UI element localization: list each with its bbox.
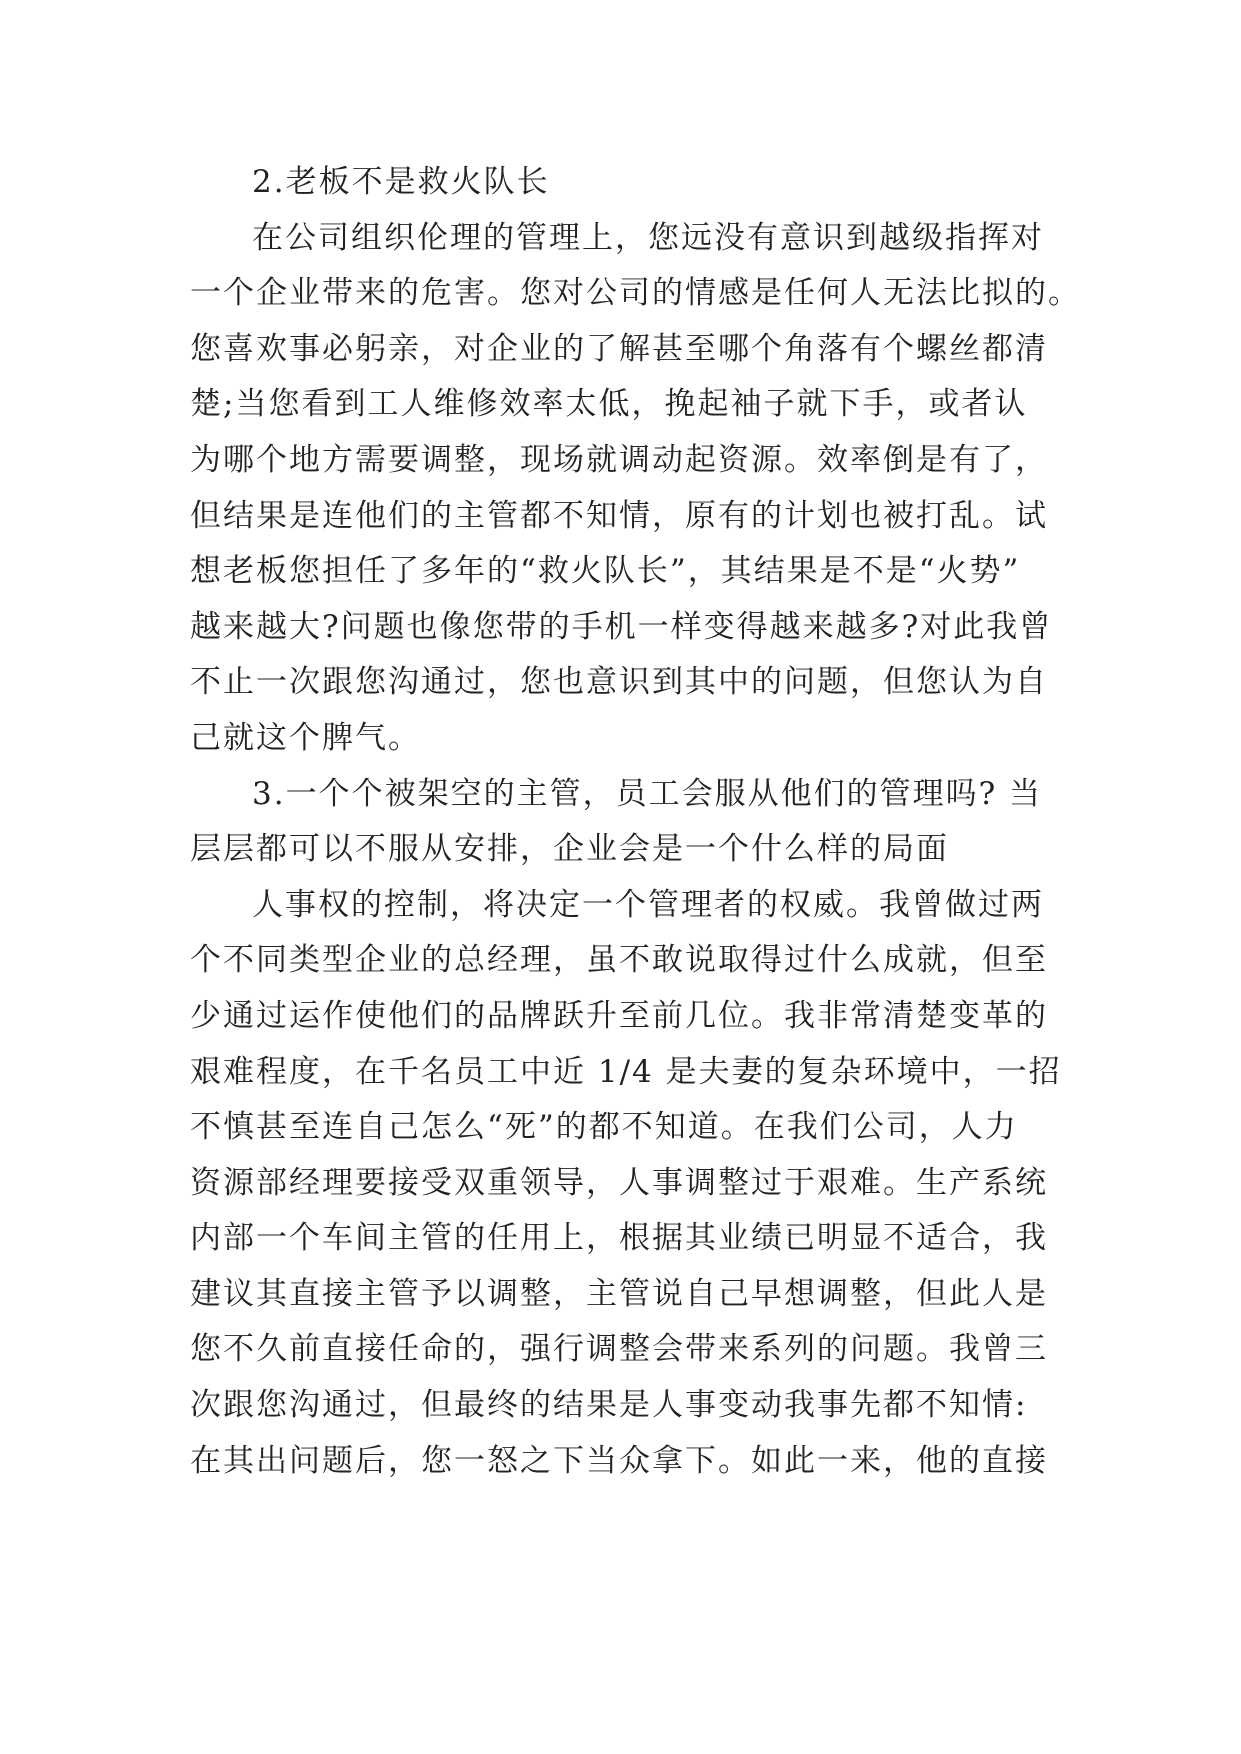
section-heading-2: 2.老板不是救火队长 — [252, 164, 550, 200]
paragraph-line: 己就这个脾气。 — [190, 719, 421, 756]
paragraph-line: 个不同类型企业的总经理，虽不敢说取得过什么成就，但至 — [190, 942, 1048, 979]
section-heading-3: 3.一个个被架空的主管，员工会服从他们的管理吗? 当 — [252, 775, 1043, 812]
paragraph-line: 在公司组织伦理的管理上，您远没有意识到越级指挥对 — [252, 219, 1044, 256]
paragraph-line: 次跟您沟通过，但最终的结果是人事变动我事先都不知情: — [190, 1387, 1028, 1424]
paragraph-line: 艰难程度，在千名员工中近 1/4 是夫妻的复杂环境中，一招 — [190, 1053, 1062, 1090]
paragraph-line: 一个企业带来的危害。您对公司的情感是任何人无法比拟的。 — [190, 275, 1081, 312]
paragraph-line: 但结果是连他们的主管都不知情，原有的计划也被打乱。试 — [190, 497, 1048, 534]
paragraph-line: 人事权的控制，将决定一个管理者的权威。我曾做过两 — [252, 886, 1044, 923]
paragraph-line: 您喜欢事必躬亲，对企业的了解甚至哪个角落有个螺丝都清 — [190, 330, 1048, 367]
paragraph-line: 内部一个车间主管的任用上，根据其业绩已明显不适合，我 — [190, 1220, 1048, 1257]
paragraph-line: 在其出问题后，您一怒之下当众拿下。如此一来，他的直接 — [190, 1442, 1048, 1479]
paragraph-line: 您不久前直接任命的，强行调整会带来系列的问题。我曾三 — [190, 1331, 1048, 1368]
paragraph-line: 楚;当您看到工人维修效率太低，挽起袖子就下手，或者认 — [190, 386, 1028, 423]
paragraph-line: 越来越大?问题也像您带的手机一样变得越来越多?对此我曾 — [190, 608, 1053, 645]
paragraph-line: 建议其直接主管予以调整，主管说自己早想调整，但此人是 — [190, 1275, 1048, 1312]
paragraph-line: 少通过运作使他们的品牌跃升至前几位。我非常清楚变革的 — [190, 997, 1048, 1034]
section-heading-3-cont: 层层都可以不服从安排，企业会是一个什么样的局面 — [190, 831, 949, 868]
paragraph-line: 资源部经理要接受双重领导，人事调整过于艰难。生产系统 — [190, 1164, 1048, 1201]
paragraph-line: 想老板您担任了多年的“救火队长”，其结果是不是“火势” — [190, 553, 1021, 590]
document-body — [190, 155, 1090, 1489]
paragraph-line: 不止一次跟您沟通过，您也意识到其中的问题，但您认为自 — [190, 664, 1048, 701]
paragraph-line: 不慎甚至连自己怎么“死”的都不知道。在我们公司，人力 — [190, 1109, 1018, 1146]
paragraph-line: 为哪个地方需要调整，现场就调动起资源。效率倒是有了， — [190, 441, 1048, 478]
